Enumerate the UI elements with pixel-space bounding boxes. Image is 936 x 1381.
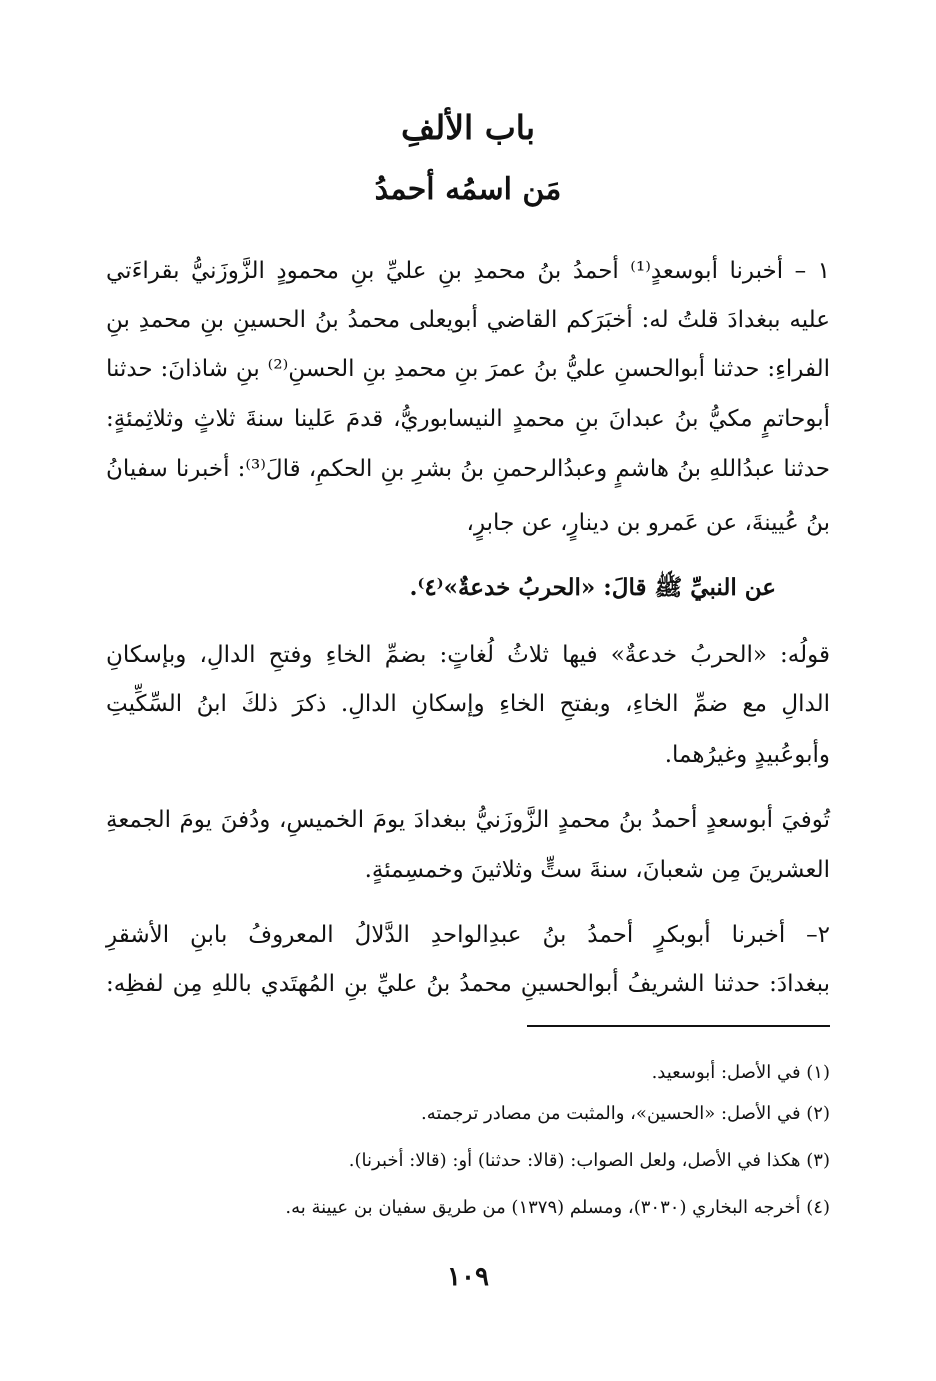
body-line: قولُه: «الحربُ خدعةٌ» فيها ثلاثُ لُغاتٍ: بضمِّ الخاءِ وفتحِ الدالِ، وبإسكانِ — [106, 642, 830, 668]
body-line: بنُ عُيينةَ، عن عَمرو بن دينارٍ، عن جابرٍ، — [466, 510, 830, 536]
footnote-1: (١) في الأصل: أبوسعيد. — [651, 1062, 830, 1083]
body-line: وأبوعُبيدٍ وغيرُهما. — [664, 742, 830, 768]
hadith-text: عن النبيِّ ﷺ قالَ: «الحربُ خدعةٌ»⁽٤⁾. — [409, 574, 776, 601]
footnote-2: (٢) في الأصل: «الحسين»، والمثبت من مصادر ترجمته. — [421, 1103, 830, 1124]
footnote-4: (٤) أخرجه البخاري (٣٠٣٠)، ومسلم (١٣٧٩) من طريق سفيان بن عيينة به. — [285, 1197, 830, 1218]
body-line: حدثنا عبدُاللهِ بنُ هاشمٍ وعبدُالرحمنِ بنُ بشرِ بنِ الحكمِ، قالَ⁽³⁾: أخبرنا سفيانُ — [106, 456, 830, 482]
section-title: مَن اسمُه أحمدُ — [374, 172, 562, 207]
body-line: عليه ببغدادَ قلتُ له: أخبَرَكم القاضي أبويعلى محمدُ بنُ الحسينِ بنِ محمدِ بنِ — [106, 307, 830, 333]
body-line: الدالِ مع ضمِّ الخاءِ، وبفتحِ الخاءِ وإسكانِ الدالِ. ذكرَ ذلكَ ابنُ السِّكِّيتِ — [106, 691, 830, 717]
chapter-title: باب الألفِ — [401, 108, 535, 147]
body-line: ١ – أخبرنا أبوسعدٍ⁽¹⁾ أحمدُ بنُ محمدِ بنِ عليِّ بنِ محمودٍ الزَّوزَنيُّ بقراءَتي — [106, 258, 831, 284]
footnote-3: (٣) هكذا في الأصل، ولعل الصواب: (قالا: حدثنا) أو: (قالا: أخبرنا). — [348, 1150, 830, 1171]
footnote-divider — [527, 1025, 830, 1027]
body-line: العشرينَ مِن شعبانَ، سنةَ ستٍّ وثلاثينَ وخمسِمئةٍ. — [364, 857, 830, 883]
body-line: ٢– أخبرنا أبوبكرٍ أحمدُ بنُ عبدِالواحدِ الدَّلالُ المعروفُ بابنِ الأشقرِ — [106, 922, 830, 948]
body-line: تُوفيَ أبوسعدٍ أحمدُ بنُ محمدٍ الزَّوزَنيُّ ببغدادَ يومَ الخميسِ، ودُفنَ يومَ الجمعةِ — [106, 807, 830, 833]
page-number: ١٠٩ — [447, 1262, 489, 1292]
body-line: ببغدادَ: حدثنا الشريفُ أبوالحسينِ محمدُ بنُ عليِّ بنِ المُهتَدي باللهِ مِن لفظِه: — [106, 971, 830, 997]
body-line: الفراءِ: حدثنا أبوالحسنِ عليُّ بنُ عمرَ بنِ محمدِ بنِ الحسنِ⁽²⁾ بنِ شاذانَ: حدثنا — [106, 356, 831, 382]
body-line: أبوحاتمٍ مكيُّ بنُ عبدانَ بنِ محمدٍ النيسابوريُّ، قدمَ عَلينا سنةَ ثلاثٍ وثلاثِمئةٍ: — [106, 406, 830, 432]
